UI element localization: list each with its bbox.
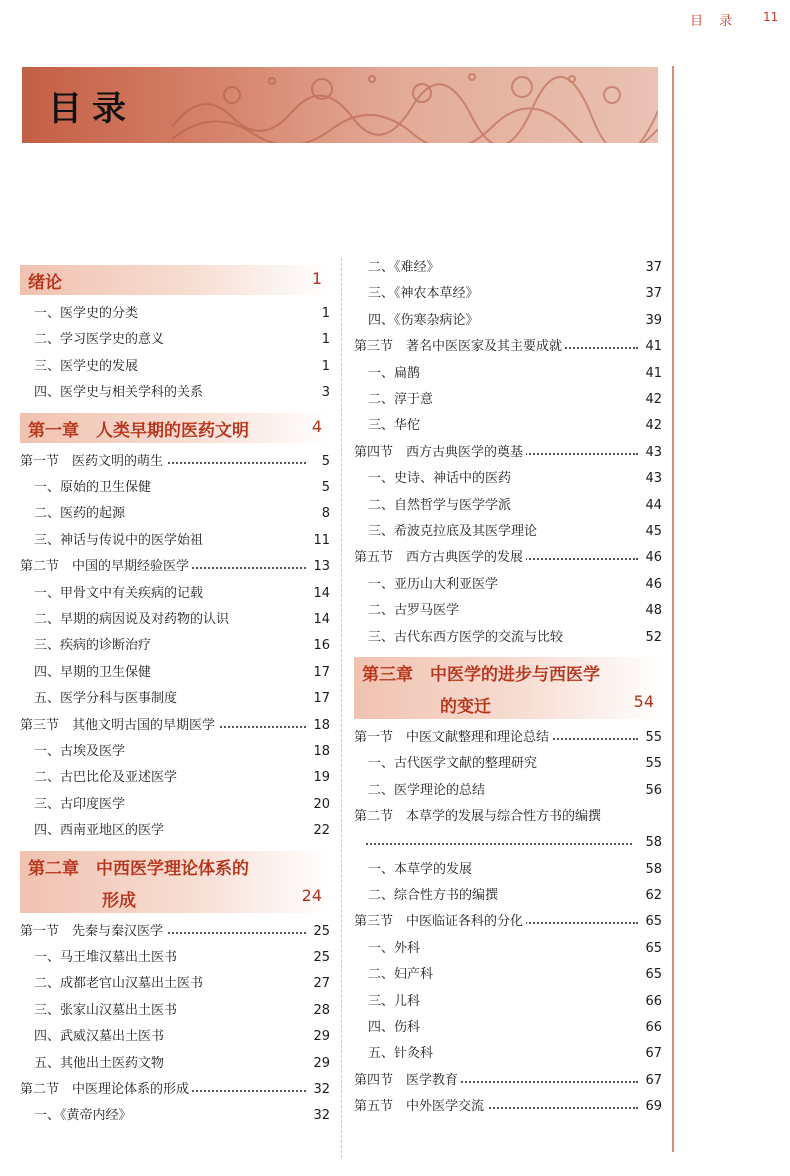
item-page: 43 [641,468,662,490]
toc-item [20,530,330,552]
item-title: 二、自然哲学与医学学派 [368,495,514,517]
toc-item [20,1026,330,1048]
item-page: 29 [309,1026,330,1048]
item-page: 46 [641,574,662,596]
section-title: 第五节 中外医学交流 [354,1096,487,1118]
item-title: 三、张家山汉墓出土医书 [34,1000,180,1022]
toc-item [20,973,330,995]
item-page: 1 [318,356,330,378]
item-page: 42 [641,415,662,437]
toc-item [20,794,330,816]
chapter-title-continued: 形成 [102,890,136,911]
toc-item [20,1105,330,1127]
item-page: 67 [641,1043,662,1065]
item-title: 一、古埃及医学 [34,741,128,763]
toc-item [354,780,662,802]
chapter-title: 绪论 [28,273,62,293]
item-title: 三、希波克拉底及其医学理论 [368,521,540,543]
toc-item [354,574,662,596]
section-entry [354,727,662,749]
item-page: 66 [641,1017,662,1039]
item-page: 66 [641,991,662,1013]
item-title: 一、扁鹊 [368,363,423,385]
section-page: 58 [641,832,662,854]
toc-item [354,521,662,543]
item-title: 四、医学史与相关学科的关系 [34,382,206,404]
item-page: 37 [641,257,662,279]
page-title: 目录 [48,89,136,129]
item-page: 5 [318,477,330,499]
section-page: 46 [641,547,662,569]
item-title: 二、学习医学史的意义 [34,329,167,351]
toc-item [354,283,662,305]
item-page: 32 [309,1105,330,1127]
running-header-title: 目 录 [690,14,739,29]
chapter-page: 1 [311,269,322,288]
toc-item [354,938,662,960]
chapter-title: 第三章 中医学的进步与西医学 [362,665,600,685]
section-entry [20,1079,330,1101]
item-title: 五、其他出土医药文物 [34,1053,167,1075]
toc-item [20,662,330,684]
item-page: 42 [641,389,662,411]
toc-item [354,1017,662,1039]
item-page: 29 [309,1053,330,1075]
item-title: 四、西南亚地区的医学 [34,820,167,842]
running-header-page-number: 11 [763,10,779,24]
section-page: 65 [641,911,662,933]
item-title: 三、华佗 [368,415,423,437]
section-page: 32 [309,1079,330,1101]
item-title: 二、成都老官山汉墓出土医书 [34,973,206,995]
section-entry [354,1096,662,1118]
item-page: 27 [309,973,330,995]
toc-item [20,583,330,605]
item-page: 52 [641,627,662,649]
item-page: 18 [309,741,330,763]
toc-item [354,627,662,649]
section-page: 43 [641,442,662,464]
chapter-title: 第二章 中西医学理论体系的 [28,858,249,879]
toc-item [20,820,330,842]
item-title: 三、古印度医学 [34,794,128,816]
item-page: 14 [309,583,330,605]
section-title: 第一节 医药文明的萌生 [20,451,166,473]
toc-item [354,753,662,775]
item-page: 17 [309,688,330,710]
item-page: 3 [318,382,330,404]
chapter-page: 24 [301,885,322,905]
item-title: 三、神话与传说中的医学始祖 [34,530,206,552]
item-title: 五、针灸科 [368,1043,436,1065]
item-page: 55 [641,753,662,775]
section-title: 第三节 其他文明古国的早期医学 [20,715,218,737]
section-title: 第二节 本草学的发展与综合性方书的编撰 [354,806,604,828]
item-page: 22 [309,820,330,842]
section-entry [354,806,662,828]
section-page-leader [354,832,662,854]
contents-banner [22,67,658,143]
chapter-heading [354,657,662,719]
section-entry [354,1070,662,1092]
item-page: 62 [641,885,662,907]
toc-item [354,389,662,411]
item-title: 一、马王堆汉墓出土医书 [34,947,180,969]
toc-item [20,947,330,969]
section-page: 13 [309,556,330,578]
item-page: 58 [641,859,662,881]
item-title: 一、本草学的发展 [368,859,475,881]
item-page: 44 [641,495,662,517]
page-margin-rule [672,66,674,1152]
item-title: 三、儿科 [368,991,423,1013]
chapter-title: 第一章 人类早期的医药文明 [28,420,249,441]
item-title: 三、古代东西方医学的交流与比较 [368,627,566,649]
toc-item [354,363,662,385]
column-separator [341,258,342,1158]
item-title: 一、原始的卫生保健 [34,477,154,499]
item-title: 四、《伤寒杂病论》 [368,310,482,332]
item-title: 三、医学史的发展 [34,356,141,378]
item-page: 65 [641,938,662,960]
toc-item [354,964,662,986]
chapter-page: 54 [633,692,654,711]
toc-item [20,609,330,631]
item-page: 28 [309,1000,330,1022]
item-title: 二、早期的病因说及对药物的认识 [34,609,232,631]
toc-item [20,688,330,710]
item-title: 二、综合性方书的编撰 [368,885,501,907]
item-page: 41 [641,363,662,385]
section-entry [20,556,330,578]
toc-item [20,1000,330,1022]
item-title: 二、古巴比伦及亚述医学 [34,767,180,789]
item-page: 16 [309,635,330,657]
toc-item [354,1043,662,1065]
toc-item [20,635,330,657]
toc-item [20,382,330,404]
chapter-heading [20,413,330,443]
toc-item [354,495,662,517]
item-page: 20 [309,794,330,816]
section-title: 第一节 中医文献整理和理论总结 [354,727,552,749]
section-title: 第三节 中医临证各科的分化 [354,911,526,933]
toc-item [20,741,330,763]
section-page: 55 [641,727,662,749]
section-entry [20,921,330,943]
item-page: 11 [309,530,330,552]
item-page: 39 [641,310,662,332]
section-title: 第五节 西方古典医学的发展 [354,547,526,569]
toc-item [354,310,662,332]
chapter-page: 4 [311,416,322,436]
item-title: 二、医学理论的总结 [368,780,488,802]
section-entry [20,451,330,473]
toc-item [354,415,662,437]
item-page: 8 [318,503,330,525]
section-page: 18 [309,715,330,737]
item-title: 一、医学史的分类 [34,303,141,325]
toc-item [354,257,662,279]
item-title: 三、疾病的诊断治疗 [34,635,154,657]
toc-item [20,503,330,525]
item-title: 一、《黄帝内经》 [34,1105,135,1127]
item-title: 二、医药的起源 [34,503,128,525]
item-page: 45 [641,521,662,543]
item-title: 五、医学分科与医事制度 [34,688,180,710]
item-title: 二、淳于意 [368,389,436,411]
item-title: 四、伤科 [368,1017,423,1039]
toc-item [20,1053,330,1075]
item-page: 48 [641,600,662,622]
toc-item [20,356,330,378]
section-page: 67 [641,1070,662,1092]
chapter-heading [20,851,330,913]
section-entry [354,547,662,569]
item-title: 二、古罗马医学 [368,600,462,622]
toc-item [354,600,662,622]
item-title: 一、史诗、神话中的医药 [368,468,514,490]
toc-item [20,767,330,789]
item-title: 二、《难经》 [368,257,443,279]
item-page: 1 [318,329,330,351]
section-title: 第一节 先秦与秦汉医学 [20,921,166,943]
section-page: 5 [318,451,330,473]
item-title: 二、妇产科 [368,964,436,986]
section-title: 第二节 中国的早期经验医学 [20,556,192,578]
section-page: 69 [641,1096,662,1118]
section-title: 第四节 医学教育 [354,1070,461,1092]
item-title: 一、外科 [368,938,423,960]
toc-item [20,303,330,325]
item-page: 25 [309,947,330,969]
chapter-title-continued: 的变迁 [440,697,491,717]
item-title: 四、武威汉墓出土医书 [34,1026,167,1048]
item-page: 37 [641,283,662,305]
item-page: 19 [309,767,330,789]
section-title: 第三节 著名中医医家及其主要成就 [354,336,565,358]
wave-pattern-icon [172,67,658,143]
toc-item [20,477,330,499]
chapter-heading [20,265,330,295]
item-page: 56 [641,780,662,802]
item-title: 一、古代医学文献的整理研究 [368,753,540,775]
section-entry [354,336,662,358]
item-title: 四、早期的卫生保健 [34,662,154,684]
item-page: 65 [641,964,662,986]
item-title: 一、亚历山大利亚医学 [368,574,501,596]
item-title: 三、《神农本草经》 [368,283,482,305]
item-page: 17 [309,662,330,684]
toc-item [354,991,662,1013]
toc-item [20,329,330,351]
section-page: 25 [309,921,330,943]
toc-item [354,885,662,907]
section-page: 41 [641,336,662,358]
section-title: 第四节 西方古典医学的奠基 [354,442,526,464]
section-entry [354,442,662,464]
section-title: 第二节 中医理论体系的形成 [20,1079,192,1101]
item-page: 1 [318,303,330,325]
section-entry [20,715,330,737]
item-page: 14 [309,609,330,631]
toc-item [354,468,662,490]
item-title: 一、甲骨文中有关疾病的记载 [34,583,206,605]
toc-item [354,859,662,881]
section-entry [354,911,662,933]
